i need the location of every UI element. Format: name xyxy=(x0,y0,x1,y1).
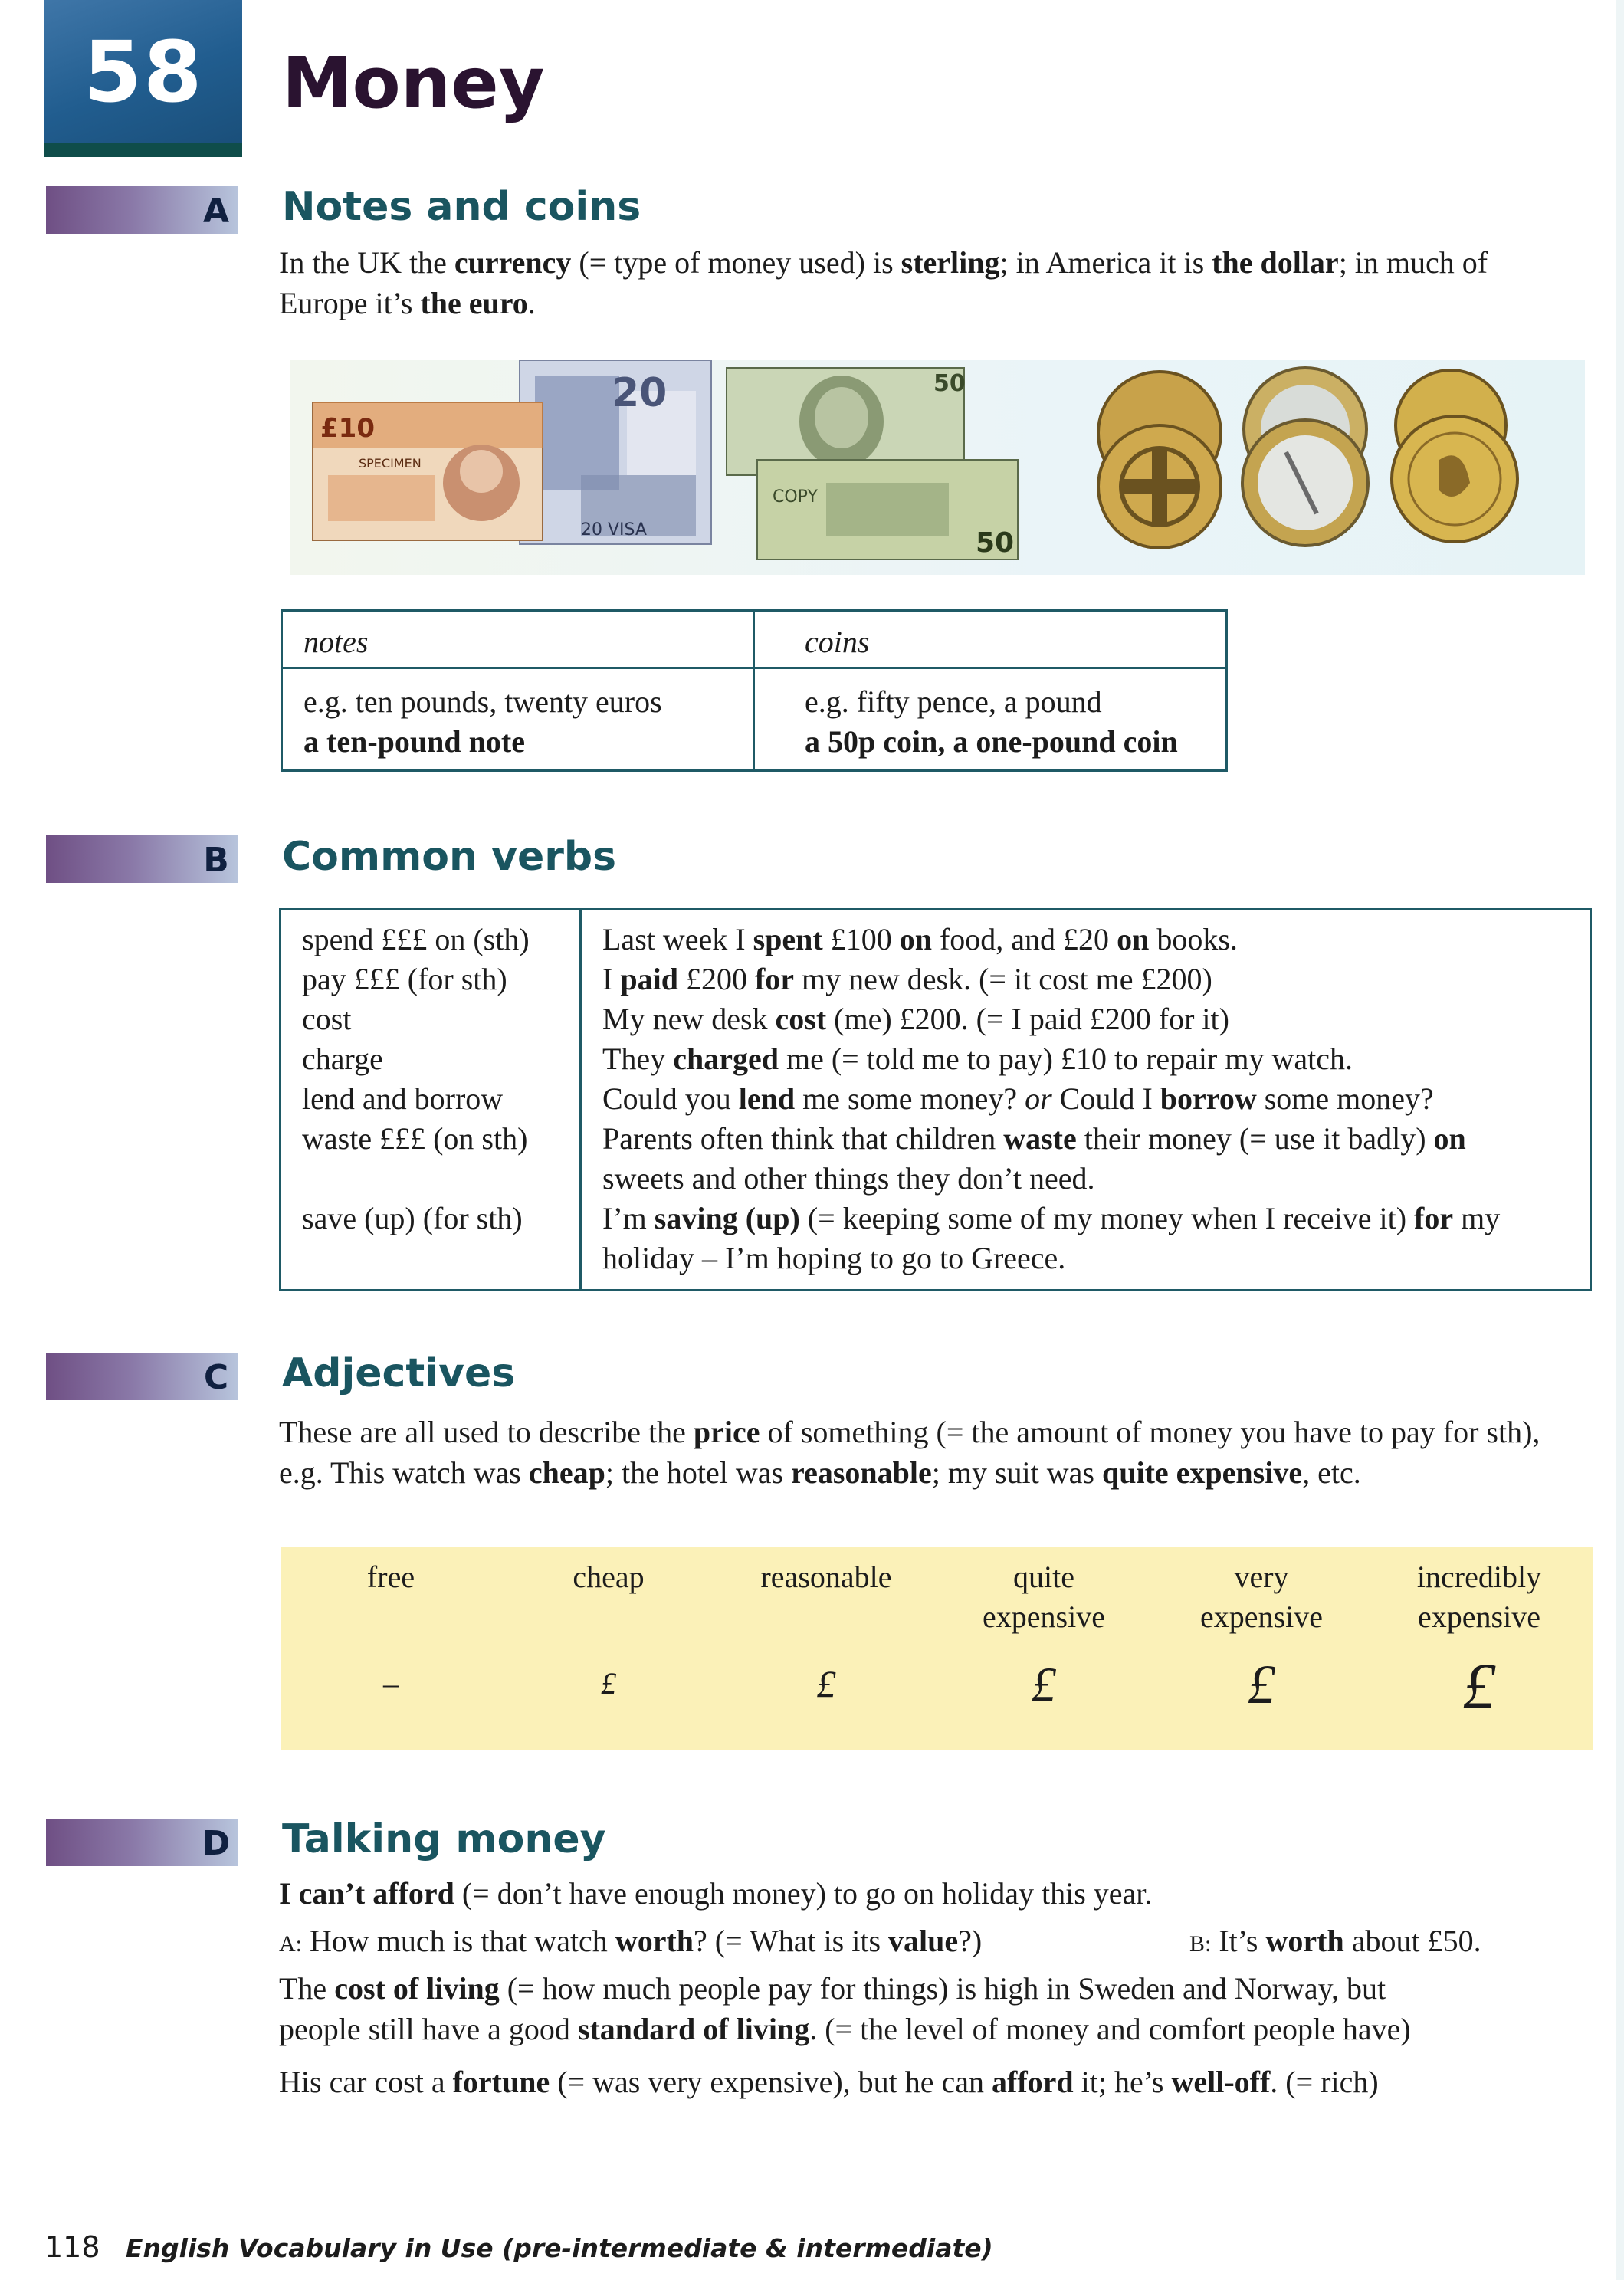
section-a-title: Notes and coins xyxy=(282,184,641,230)
verb-example: I’m saving (up) (= keeping some of my money when I receive it) for my xyxy=(602,1201,1501,1235)
talking-line-3: The cost of living (= how much people pay for things) is high in Sweden and Norway, but xyxy=(279,1971,1386,2006)
section-c-intro: These are all used to describe the price of something (= the amount of money you have to pay for sth), e.g. This watch was cheap; the hotel was reasonable; my suit was quite expensive, etc. xyxy=(279,1415,1540,1490)
section-a-letter: A xyxy=(202,192,230,231)
dollar-notes xyxy=(727,368,1018,559)
section-d-title: Talking money xyxy=(282,1816,606,1862)
talking-line-2: A: How much is that watch worth? (= What is its value?) xyxy=(279,1924,983,1958)
svg-text:50: 50 xyxy=(976,527,1015,559)
table-column-divider xyxy=(753,609,755,772)
page-title: Money xyxy=(282,42,545,124)
price-adjective: free xyxy=(366,1560,415,1594)
money-illustration xyxy=(290,360,1585,575)
price-adjective: incredibly expensive xyxy=(1416,1560,1542,1634)
verb-term: save (up) (for sth) xyxy=(302,1201,523,1235)
verb-term: spend £££ on (sth) xyxy=(302,922,530,956)
page-number: 118 xyxy=(44,2230,100,2264)
verb-example: They charged me (= told me to pay) £10 to repair my watch. xyxy=(602,1042,1353,1076)
verb-example: Last week I spent £100 on food, and £20 on books. xyxy=(602,922,1238,956)
uk-ten-pound-note xyxy=(313,402,543,540)
svg-text:20 VISA: 20 VISA xyxy=(581,520,647,540)
talking-line-1: I can’t afford (= don’t have enough money) to go on holiday this year. xyxy=(279,1876,1153,1911)
table-cell-notes-1: e.g. ten pounds, twenty euros xyxy=(303,684,662,719)
price-symbol: £ xyxy=(816,1662,836,1705)
page-edge xyxy=(1616,0,1624,2280)
verb-term: charge xyxy=(302,1042,383,1076)
verbs-table-divider xyxy=(579,908,582,1291)
svg-text:SPECIMEN: SPECIMEN xyxy=(359,456,422,471)
verb-example: My new desk cost (me) £200. (= I paid £200 for it) xyxy=(602,1002,1229,1036)
section-b-letter: B xyxy=(203,841,229,880)
verb-example: Could you lend me some money? or Could I borrow some money? xyxy=(602,1081,1434,1116)
verb-term: cost xyxy=(302,1002,352,1036)
price-symbol: £ xyxy=(601,1666,616,1701)
talking-line-5: His car cost a fortune (= was very expensive), but he can afford it; he’s well-off. (= rich) xyxy=(279,2065,1379,2099)
book-title: English Vocabulary in Use (pre-intermediate & intermediate) xyxy=(126,2233,993,2263)
table-cell-notes-2: a ten-pound note xyxy=(303,724,525,759)
table-cell-coins-2: a 50p coin, a one-pound coin xyxy=(805,724,1178,759)
section-c-letter: C xyxy=(203,1358,229,1397)
unit-number: 58 xyxy=(83,23,204,121)
euro-coins xyxy=(1242,368,1368,546)
table-header-notes: notes xyxy=(303,625,369,659)
verb-example: I paid £200 for my new desk. (= it cost me £200) xyxy=(602,962,1212,996)
talking-line-4: people still have a good standard of living. (= the level of money and comfort people have) xyxy=(279,2012,1411,2046)
verb-example: holiday – I’m hoping to go to Greece. xyxy=(602,1241,1066,1275)
svg-text:20: 20 xyxy=(612,370,668,416)
price-adjective: quite expensive xyxy=(983,1560,1105,1634)
section-a-intro: In the UK the currency (= type of money used) is sterling; in America it is the dollar; in much of Europe it’s the euro. xyxy=(279,245,1488,320)
price-adjective: very expensive xyxy=(1200,1560,1323,1634)
price-symbol: £ xyxy=(1462,1649,1496,1723)
price-symbol: £ xyxy=(1032,1657,1056,1711)
price-symbol: £ xyxy=(1248,1654,1275,1715)
price-adjective: reasonable xyxy=(760,1560,892,1594)
svg-text:50: 50 xyxy=(933,370,966,397)
notes-and-coins-image xyxy=(290,360,1585,575)
verb-term: pay £££ (for sth) xyxy=(302,962,507,996)
table-header-coins: coins xyxy=(805,625,870,659)
price-adjective: cheap xyxy=(573,1560,645,1594)
section-c-title: Adjectives xyxy=(282,1350,516,1396)
table-cell-coins-1: e.g. fifty pence, a pound xyxy=(805,684,1102,719)
section-d-letter: D xyxy=(202,1824,231,1863)
price-symbol: – xyxy=(383,1666,399,1701)
pound-coins xyxy=(1098,372,1221,548)
verb-term: lend and borrow xyxy=(302,1081,504,1116)
section-b-title: Common verbs xyxy=(282,834,617,880)
dollar-coins xyxy=(1392,370,1517,542)
svg-text:COPY: COPY xyxy=(773,487,818,507)
talking-reply: B: It’s worth about £50. xyxy=(1189,1924,1481,1958)
verb-term: waste £££ (on sth) xyxy=(302,1121,528,1156)
euro-note xyxy=(520,360,711,544)
verb-example: sweets and other things they don’t need. xyxy=(602,1161,1095,1196)
svg-text:£10: £10 xyxy=(320,413,375,444)
verb-example: Parents often think that children waste their money (= use it badly) on xyxy=(602,1121,1466,1156)
